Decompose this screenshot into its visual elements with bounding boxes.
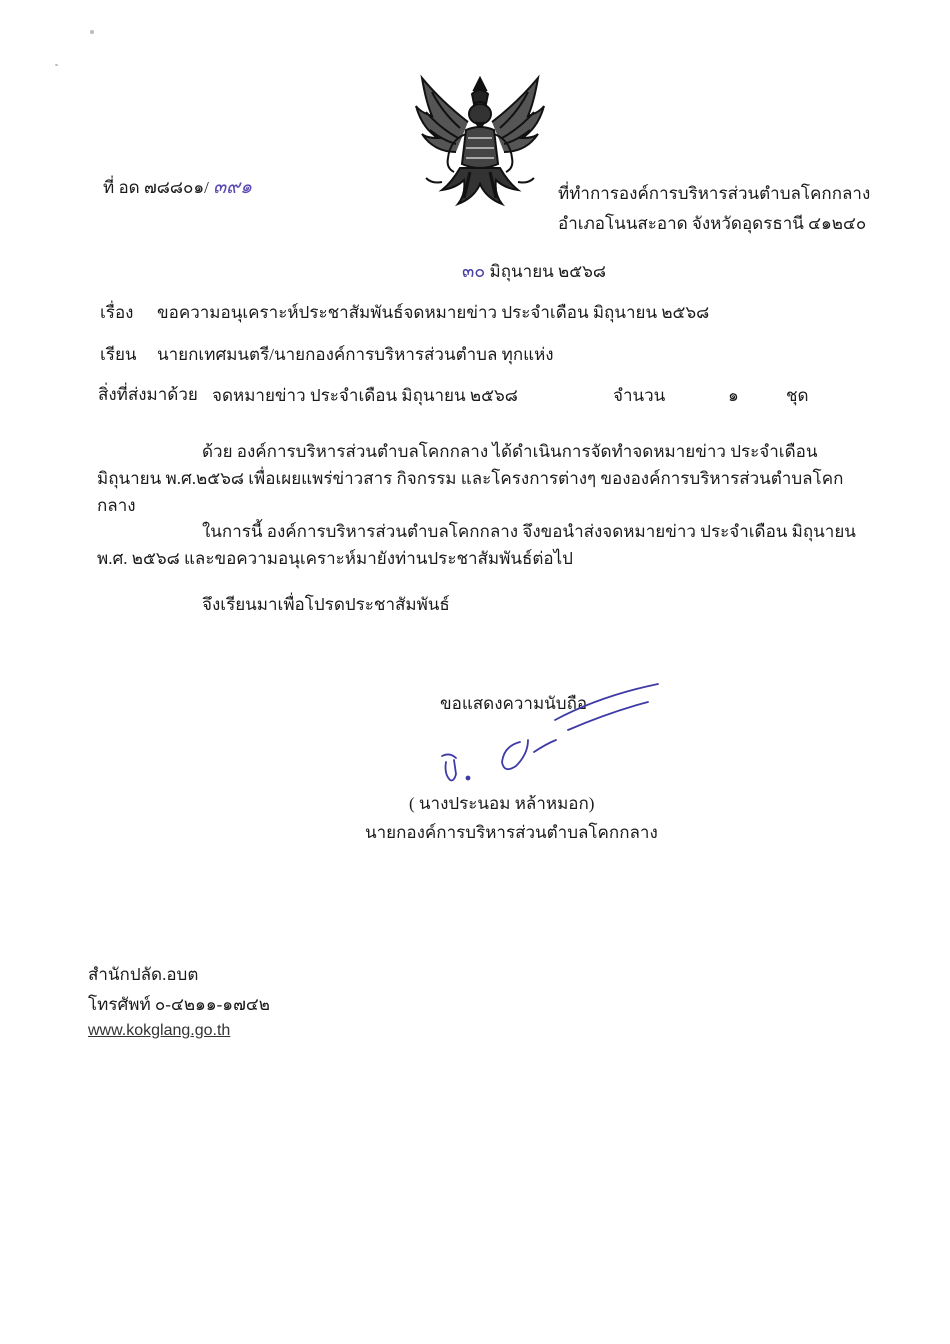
- body-paragraph-3: จึงเรียนมาเพื่อโปรดประชาสัมพันธ์: [202, 595, 450, 614]
- footer-website-link[interactable]: www.kokglang.go.th: [88, 1022, 231, 1039]
- recipient-label: เรียน: [100, 345, 137, 364]
- garuda-emblem: [412, 72, 548, 212]
- reference-number: [103, 172, 252, 202]
- enclosure-quantity-unit: ชุด: [786, 386, 809, 405]
- date-month-year: มิถุนายน ๒๕๖๘: [489, 262, 607, 281]
- closing-regards: ขอแสดงความนับถือ: [440, 694, 588, 713]
- footer-department: สำนักปลัด.อบต: [88, 965, 199, 984]
- body-paragraph-1-text: ด้วย องค์การบริหารส่วนตำบลโคกกลาง ได้ดำเนินการจัดทำจดหมายข่าว ประจำเดือน มิถุนายน พ.ศ.๒๕๖๘ เพื่อเผยแพร่ข่าวสาร กิจกรรม และโครงการต่างๆ ขององค์การบริหารส่วนตำบลโคกกลาง: [97, 442, 844, 515]
- office-address-line1: ที่ทำการองค์การบริหารส่วนตำบลโคกกลาง: [558, 184, 871, 203]
- body-paragraph-2-text: ในการนี้ องค์การบริหารส่วนตำบลโคกกลาง จึงขอนำส่งจดหมายข่าว ประจำเดือน มิถุนายน พ.ศ. ๒๕๖๘ และขอความอนุเคราะห์มายังท่านประชาสัมพันธ์ต่อไป: [97, 522, 856, 568]
- office-address-line2: อำเภอโนนสะอาด จังหวัดอุดรธานี ๔๑๒๔๐: [558, 214, 867, 233]
- enclosure-quantity-value: ๑: [728, 386, 739, 405]
- scan-speck: [55, 64, 58, 66]
- handwritten-signature: [420, 682, 670, 792]
- scan-speck: [90, 30, 94, 34]
- recipient-text: นายกเทศมนตรี/นายกองค์การบริหารส่วนตำบล ทุกแห่ง: [157, 345, 554, 364]
- letter-date: [462, 256, 606, 285]
- body-paragraph-1: [97, 438, 857, 519]
- subject-text: ขอความอนุเคราะห์ประชาสัมพันธ์จดหมายข่าว ประจำเดือน มิถุนายน ๒๕๖๘: [157, 303, 710, 322]
- enclosure-quantity-label: จำนวน: [613, 386, 666, 405]
- reference-prefix: ที่ อด ๗๘๘๐๑/: [103, 178, 209, 197]
- signatory-position: นายกองค์การบริหารส่วนตำบลโคกกลาง: [365, 823, 658, 842]
- footer-phone: โทรศัพท์ ๐-๔๒๑๑-๑๗๔๒: [88, 995, 270, 1014]
- enclosure-label: สิ่งที่ส่งมาด้วย: [98, 385, 198, 404]
- enclosure-text: จดหมายข่าว ประจำเดือน มิถุนายน ๒๕๖๘: [212, 386, 518, 405]
- reference-handwritten-number: ๓๙๑: [213, 177, 253, 198]
- body-paragraph-2: [97, 518, 857, 572]
- date-day-handwritten: ๓๐: [462, 261, 486, 281]
- signatory-name: ( นางประนอม หล้าหมอก): [409, 794, 595, 813]
- subject-label: เรื่อง: [100, 303, 134, 322]
